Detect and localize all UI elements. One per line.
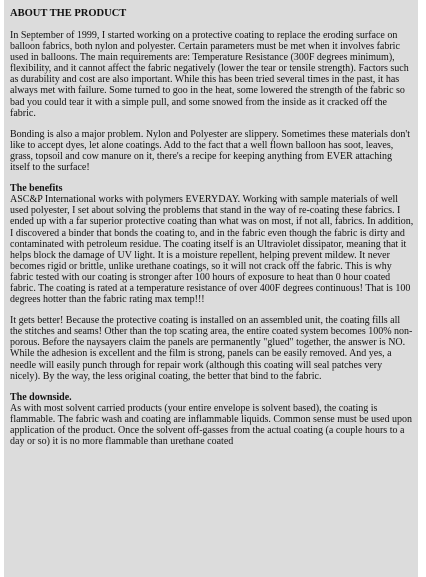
benefits-paragraph-2: It gets better! Because the protective coating is installed on an assembled unit, the coating fills all the stitches and seams! Other than the top scating area, the entire coated system becomes 100% non-porous. Before the naysayers claim the panels are permanently "glued" together, the answer is NO. While the adhesion is excellent and the film is strong, panels can be easily removed. And yes, a needle will easily punch through for repair work (although this coating will seal patches very nicely). By the way, the less original coating, the better that bind to the fabric. (10, 315, 413, 382)
intro-paragraph-1: In September of 1999, I started working on a protective coating to replace the eroding surface on balloon fabrics, both nylon and polyester. Certain parameters must be met when it involves fabric used in balloons. The main requirements are: Temperature Resistance (300F degrees minimum), flexibility, and it cannot affect the fabric negatively (lower the tear or tensile strength). Factors such as durability and cost are also important. While this has been tried several times in the past, it has always met with failure. Some turned to goo in the heat, some lowered the strength of the fabric so bad you could tear it with a simple pull, and some snowed from the inside as it cracked off the fabric. (10, 30, 409, 119)
benefits-heading: The benefits (10, 183, 63, 195)
downside-paragraph-1: As with most solvent carried products (your entire envelope is solvent based), the coating is flammable. The fabric wash and coating are inflammable liquids. Common sense must be used upon application of the product. Once the solvent off-gasses from the actual coating (a couple hours to a day or so) it is no more flammable than urethane coated (10, 402, 412, 448)
benefits-paragraph-1: ASC&P International works with polymers EVERYDAY. Working with sample materials of well used polyester, I set about solving the problems that stand in the way of re-coating these fabrics. I ended up with a far superior protective coating than what was on most, if not all, fabrics. In addition, I discovered a binder that bonds the coating to, and in the fabric even though the fabric is dirty and contaminated with petroleum residue. The coating itself is an Ultraviolet dissipator, meaning that it helps block the damage of UV light. It is a moisture repellent, helping prevent mildew. It never becomes rigid or brittle, unlike urethane coatings, so it will not crack off the fabric. This is why fabric tested with our coating is stronger after 100 hours of exposure to heat than 0 hour coated fabric. The coating is rated at a temperature resistance of over 400F degrees continuous! That is 100 degrees hotter than the fabric rating max temp!!! (10, 194, 414, 306)
downside-heading: The downside. (10, 391, 72, 403)
scanned-page (4, 0, 418, 577)
intro-paragraph-2: Bonding is also a major problem. Nylon and Polyester are slippery. Sometimes these materials don't like to accept dyes, let alone coatings. Add to the fact that a well flown balloon has soot, leaves, grass, topsoil and cow manure on it, there's a recipe for keeping anything from EVER attaching itself to the surface! (10, 128, 410, 174)
document-title: ABOUT THE PRODUCT (10, 8, 127, 19)
document-body (10, 8, 414, 447)
